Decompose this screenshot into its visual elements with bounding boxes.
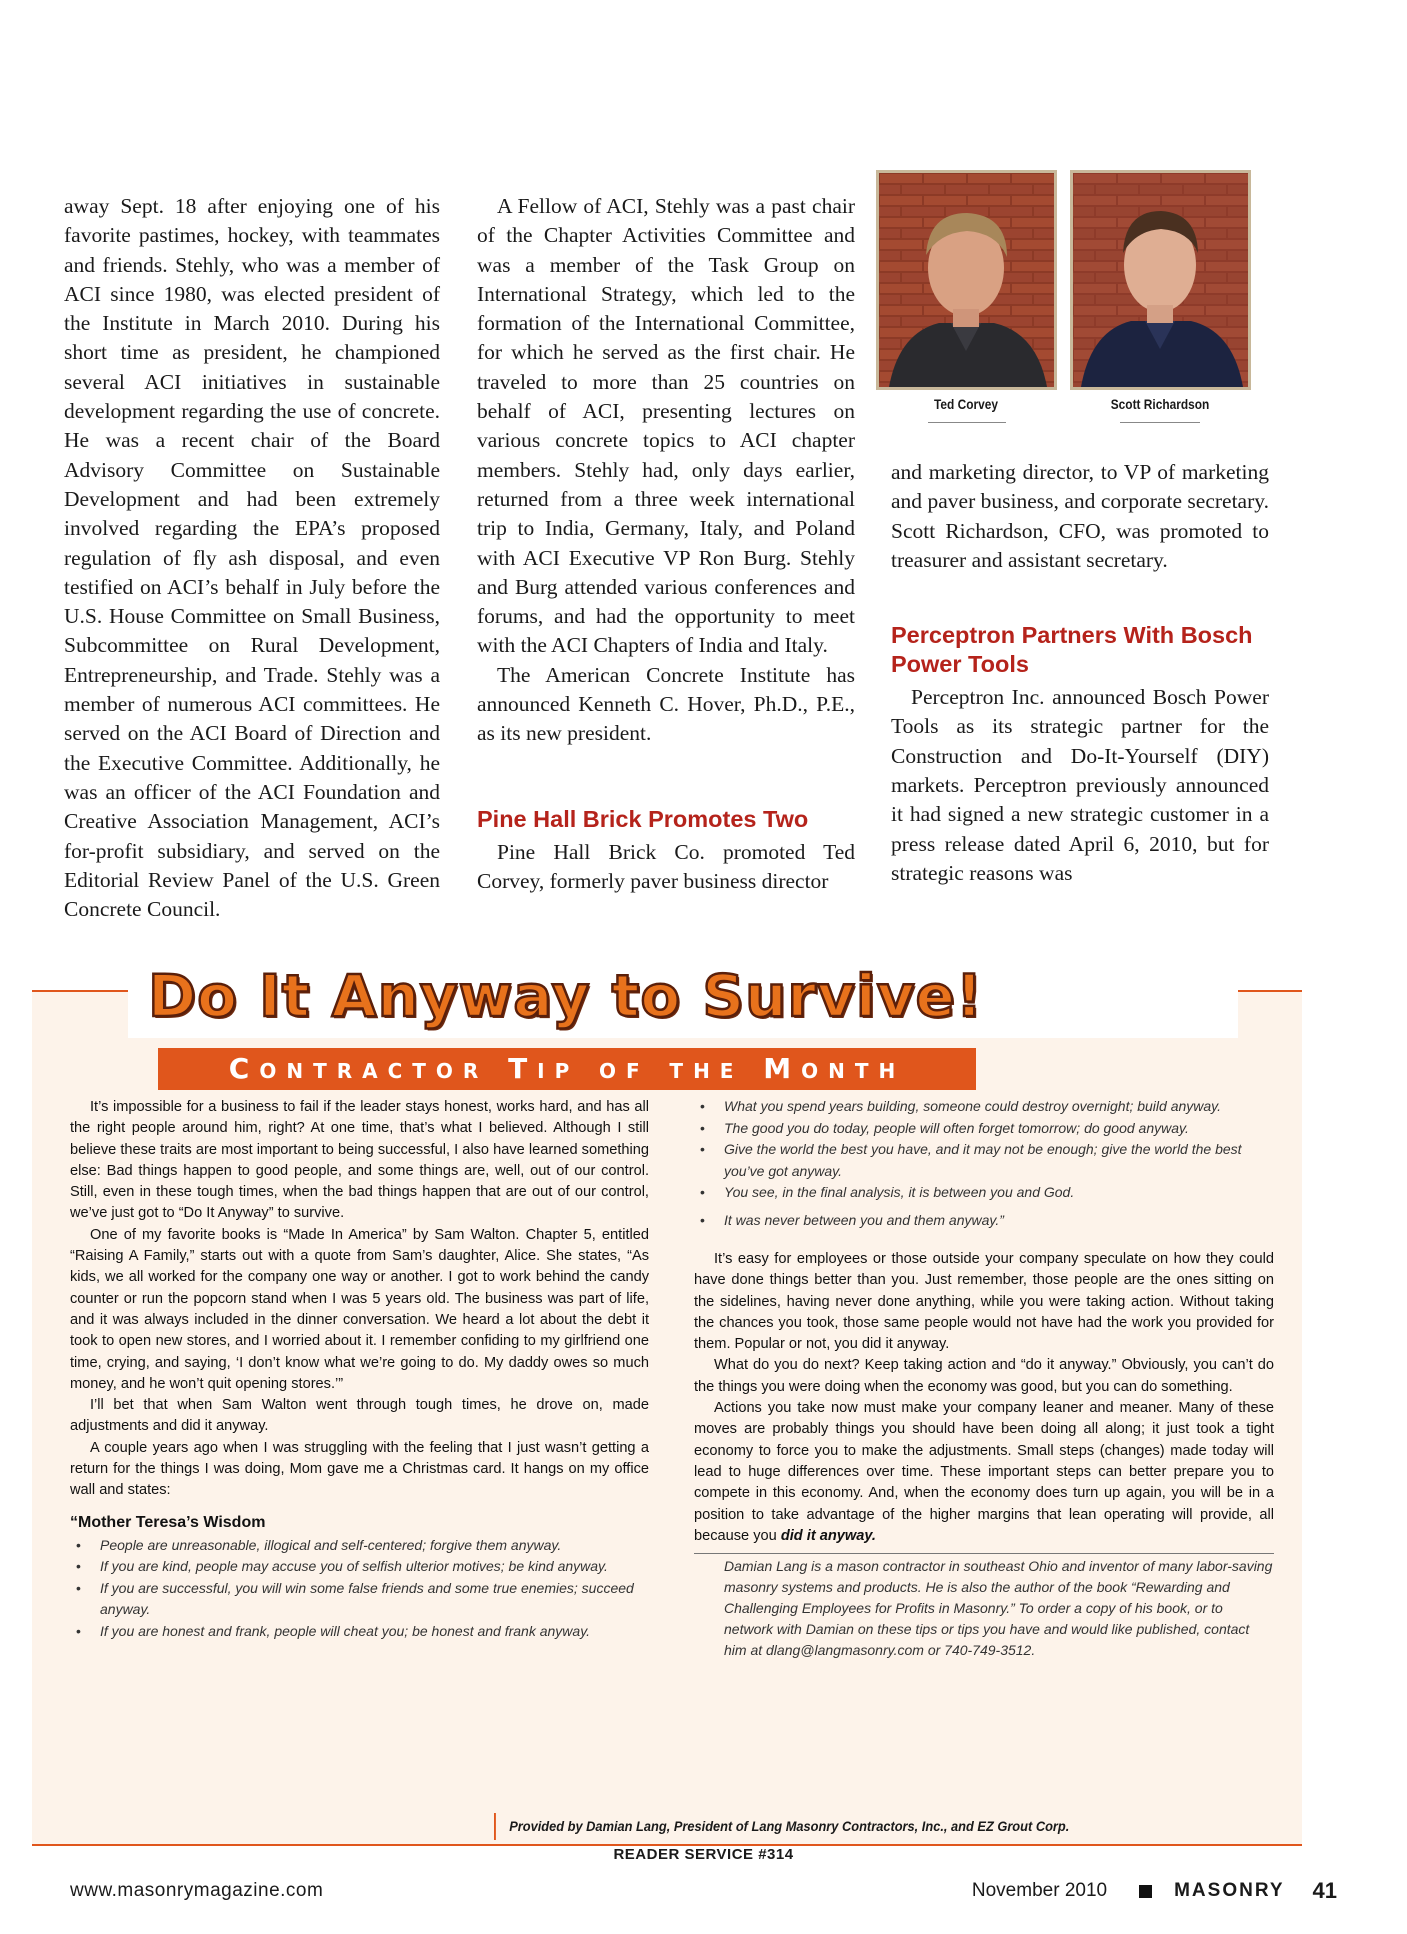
ted-corvey-photo: [876, 170, 1057, 390]
column2-para3: Pine Hall Brick Co. promoted Ted Corvey, formerly paver business director: [477, 839, 855, 893]
tip-left-p2: One of my favorite books is “Made In America” by Sam Walton. Chapter 5, entitled “Raising A Family,” starts out with a quote from Sam’s daughter, Alice. She states, “As kids, we all worked for the company one way or another. I got to work behind the candy counter or run the popcorn stand when I was 5 years old. The business was part of life, and it was always included in the dinner conversation. We heard a lot about the debt it took to open new stores, and I worried about it. I remember confiding to my girlfriend one time, crying, and saying, ‘I don’t know what we’re going to do. My daddy owes so much money, and he won’t quit opening stores.’”: [70, 1226, 649, 1392]
wisdom-list-left: [70, 1535, 649, 1643]
reader-service-number: READER SERVICE #314: [613, 1846, 794, 1863]
list-item: • If you are successful, you will win some false friends and some true enemies; succeed anyway.: [70, 1578, 649, 1621]
article-column-3: [891, 458, 1269, 888]
portrait-image: [1073, 173, 1248, 387]
wisdom-list-right: [694, 1096, 1274, 1231]
wisdom-heading: “Mother Teresa’s Wisdom: [70, 1513, 266, 1531]
article-column-1: [64, 192, 440, 924]
square-bullet-icon: [1139, 1885, 1152, 1898]
scott-richardson-caption: Scott Richardson: [1110, 396, 1210, 412]
column1-body: away Sept. 18 after enjoying one of his favorite pastimes, hockey, with teammates and friends. Stehly, who was a member of ACI since 1980, was elected president of the Institute in March 2010. During his short time as president, he championed several ACI initiatives in sustainable development regarding the use of concrete. He was a recent chair of the Board Advisory Committee on Sustainable Development and had been extremely involved regarding the EPA’s proposed regulation of fly ash disposal, and even testified on ACI’s behalf in July before the U.S. House Committee on Small Business, Subcommittee on Rural Development, Entrepreneurship, and Trade. Stehly was a member of numerous ACI committees. He served on the ACI Board of Direction and the Executive Committee. Additionally, he was an officer of the ACI Foundation and Creative Association Management, ACI’s for-profit subsidiary, and served on the Editorial Review Panel of the U.S. Green Concrete Council.: [64, 194, 440, 922]
column2-para1: A Fellow of ACI, Stehly was a past chair of the Chapter Activities Committee and was a member of the Task Group on International Strategy, which led to the formation of the International Committee, for which he served as the first chair. He traveled to more than 25 countries on behalf of ACI, presenting lectures on various concrete topics to ACI chapter members. Stehly had, only days earlier, returned from a three week international trip to India, Germany, Italy, and Poland with ACI Executive VP Ron Burg. Stehly and Burg attended various conferences and forums, and had the opportunity to meet with the ACI Chapters of India and Italy.: [477, 194, 855, 658]
column3-para1: and marketing director, to VP of marketing and paver business, and corporate secretary. Scott Richardson, CFO, was promoted to treasurer and assistant secretary.: [891, 460, 1269, 572]
tip-title: Do It Anyway to Survive!: [148, 962, 984, 1030]
list-item: • If you are kind, people may accuse you of selfish ulterior motives; be kind anyway.: [70, 1556, 649, 1578]
tip-right-p1: It’s easy for employees or those outside your company speculate on how they could have done things better than you. Just remember, those people are the ones sitting on the sidelines, having never done anything, while you were taking action. Without taking the chances you took, those same people would not have had the work you provided for them. Popular or not, you did it anyway.: [694, 1251, 1274, 1353]
tip-right-p3-main: Actions you take now must make your company leaner and meaner. Many of these moves are probably things you should have been doing all along; it just took a tight economy to force you to make the adjustments. Small steps (changes) made today will lead to huge differences over time. These important steps can better prepare you to compete in this economy. And, when the economy does turn up again, you will be in a position to take advantage of the higher margins that lean operating will provide, all because you: [694, 1400, 1274, 1544]
tip-left-p1: It’s impossible for a business to fail if the leader stays honest, works hard, and has all the right people around him, right? At one time, that’s what I believed. Although I still believe these traits are most important to being successful, I also have learned something else: Bad things happen to good people, and some things are, well, out of our control. Still, even in these tough times, when the bad things happen that are out of our control, we’ve just got to “Do It Anyway” to survive.: [70, 1099, 649, 1222]
list-item: • What you spend years building, someone could destroy overnight; build anyway.: [694, 1096, 1274, 1118]
footer-folio: [972, 1878, 1337, 1904]
pine-hall-heading: Pine Hall Brick Promotes Two: [477, 805, 809, 832]
list-item: • The good you do today, people will often forget tomorrow; do good anyway.: [694, 1118, 1274, 1140]
issue-date: November 2010: [971, 1880, 1108, 1901]
footer-url[interactable]: www.masonrymagazine.com: [70, 1880, 324, 1901]
column2-para2: The American Concrete Institute has announced Kenneth C. Hover, Ph.D., P.E., as its new president.: [477, 662, 855, 746]
magazine-name: MASONRY: [1174, 1880, 1285, 1901]
provided-by-credit: Provided by Damian Lang, President of Lang Masonry Contractors, Inc., and EZ Grout Corp.: [494, 1813, 1069, 1840]
perceptron-heading: Perceptron Partners With Bosch Power Tools: [891, 622, 1253, 678]
column3-para2: Perceptron Inc. announced Bosch Power Tools as its strategic partner for the Construction and Do-It-Yourself (DIY) markets. Perceptron previously announced it had signed a new strategic customer in a press release dated April 6, 2010, but for strategic reasons was: [891, 685, 1269, 885]
list-item: • If you are honest and frank, people will cheat you; be honest and frank anyway.: [70, 1621, 649, 1643]
article-column-2: [477, 192, 855, 896]
tip-right-column: [694, 1096, 1274, 1661]
page-number: 41: [1312, 1878, 1337, 1903]
portrait-image: [879, 173, 1054, 387]
list-item: • People are unreasonable, illogical and self-centered; forgive them anyway.: [70, 1535, 649, 1557]
tip-section-label: Contractor Tip of the Month: [158, 1048, 976, 1090]
tip-right-p3-emphasis: did it anyway.: [780, 1527, 876, 1544]
list-item: • It was never between you and them anyway.”: [694, 1210, 1274, 1232]
tip-left-p3: I’ll bet that when Sam Walton went through tough times, he drove on, made adjustments and did it anyway.: [70, 1397, 649, 1435]
tip-right-p3: [694, 1398, 1274, 1547]
tip-right-p2: What do you do next? Keep taking action and “do it anyway.” Obviously, you can’t do the things you were doing when the economy was good, but you can do something.: [694, 1357, 1274, 1395]
tip-left-p4: A couple years ago when I was struggling with the feeling that I just wasn’t getting a return for the things I was doing, Mom gave me a Christmas card. It hangs on my office wall and states:: [70, 1439, 649, 1499]
scott-richardson-photo: [1070, 170, 1251, 390]
tip-left-column: [70, 1097, 649, 1642]
caption-rule: [1120, 422, 1200, 423]
list-item: • Give the world the best you have, and it may not be enough; give the world the best you’ve got anyway.: [694, 1139, 1274, 1182]
ted-corvey-caption: Ted Corvey: [934, 396, 998, 412]
author-bio: Damian Lang is a mason contractor in southeast Ohio and inventor of many labor-saving masonry systems and products. He is also the author of the book “Rewarding and Challenging Employees for Profits in Masonry.” To order a copy of his book, or to network with Damian on these tips or tips you have and would like published, contact him at dlang@langmasonry.com or 740-749-3512.: [694, 1553, 1274, 1661]
caption-rule: [928, 422, 1006, 423]
list-item: • You see, in the final analysis, it is between you and God.: [694, 1182, 1274, 1204]
